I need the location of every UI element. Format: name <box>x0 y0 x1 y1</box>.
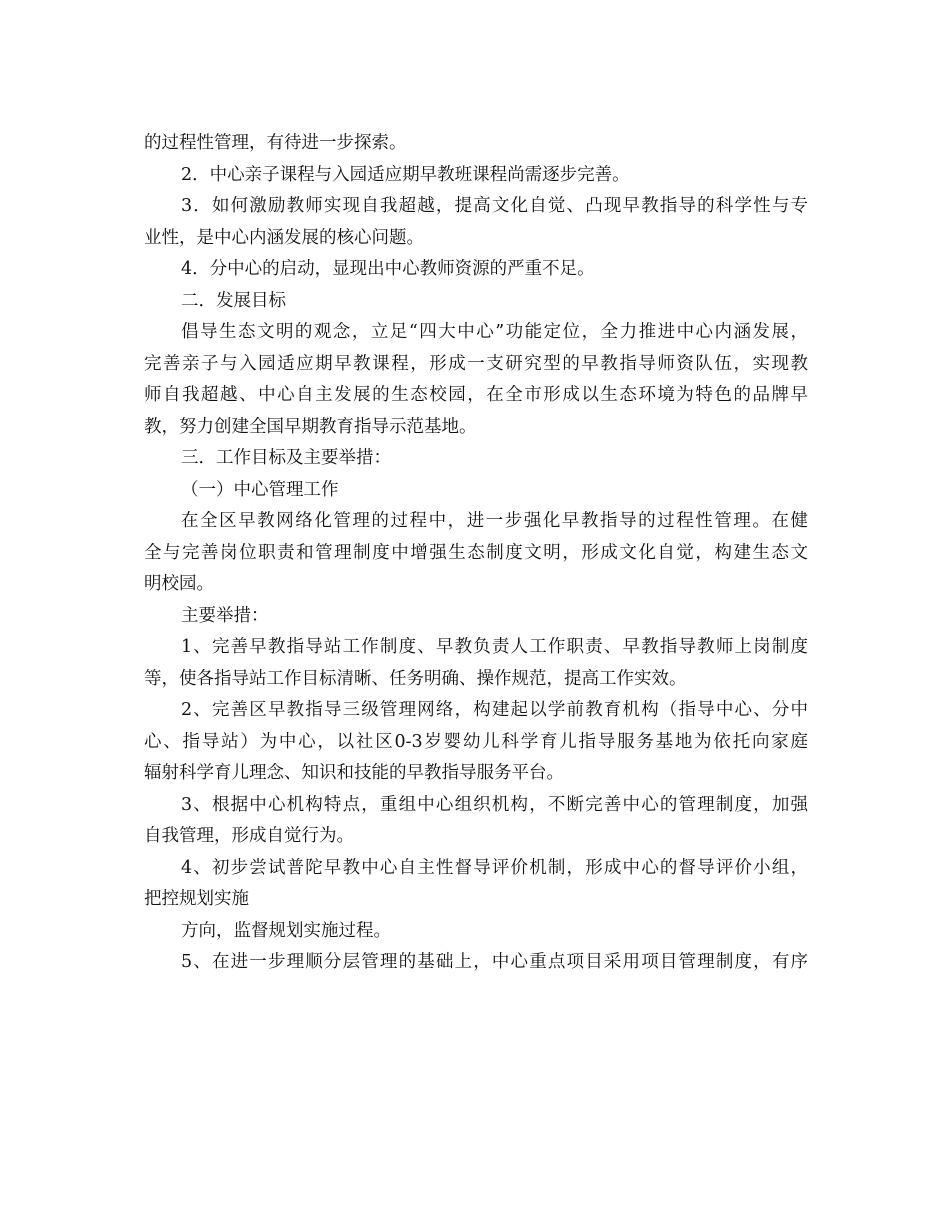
text-line: 4．分中心的启动，显现出中心教师资源的严重不足。 <box>181 259 595 279</box>
text-line: 心、指导站）为中心，以社区0-3岁婴幼儿科学育儿指导服务基地为依托向家庭 <box>144 731 808 752</box>
text-line: 业性，是中心内涵发展的核心问题。 <box>144 227 424 248</box>
section-heading: 二．发展目标 <box>181 290 286 311</box>
text-line: 辐射科学育儿理念、知识和技能的早教指导服务平台。 <box>144 763 564 783</box>
text-line: 全与完善岗位职责和管理制度中增强生态制度文明，形成文化自觉，构建生态文 <box>144 542 808 563</box>
text-line: 把控规划实施 <box>144 889 249 909</box>
text-line: 师自我超越、中心自主发展的生态校园，在全市形成以生态环境为特色的品牌早 <box>144 385 808 405</box>
text-line: 5、在进一步理顺分层管理的基础上，中心重点项目采用项目管理制度，有序 <box>181 952 808 972</box>
text-line: 自我管理，形成自觉行为。 <box>144 826 354 846</box>
text-line: 1、完善早教指导站工作制度、早教负责人工作职责、早教指导教师上岗制度 <box>181 637 808 657</box>
text-line: 3、根据中心机构特点，重组中心组织机构，不断完善中心的管理制度，加强 <box>181 794 808 815</box>
text-line: 教，努力创建全国早期教育指导示范基地。 <box>144 416 477 437</box>
text-line: 4、初步尝试普陀早教中心自主性督导评价机制，形成中心的督导评价小组， <box>181 857 808 878</box>
text-line: 主要举措： <box>181 605 269 626</box>
text-line: 完善亲子与入园适应期早教课程，形成一支研究型的早教指导师资队伍，实现教 <box>144 353 808 374</box>
text-line: 方向，监督规划实施过程。 <box>181 920 391 941</box>
text-line: 明校园。 <box>144 574 214 594</box>
subsection-heading: （一）中心管理工作 <box>181 479 339 500</box>
text-line: 2、完善区早教指导三级管理网络，构建起以学前教育机构（指导中心、分中 <box>181 700 808 720</box>
text-line: 3．如何激励教师实现自我超越，提高文化自觉、凸现早教指导的科学性与专 <box>181 196 808 216</box>
text-line: 等，使各指导站工作目标清晰、任务明确、操作规范，提高工作实效。 <box>144 668 687 689</box>
text-line: 的过程性管理，有待进一步探索。 <box>144 133 407 153</box>
text-line: 2．中心亲子课程与入园适应期早教班课程尚需逐步完善。 <box>181 164 630 185</box>
document-body <box>144 128 808 979</box>
text-line: 倡导生态文明的观念，立足“四大中心”功能定位，全力推进中心内涵发展， <box>181 322 808 342</box>
section-heading: 三．工作目标及主要举措： <box>181 448 391 468</box>
text-line: 在全区早教网络化管理的过程中，进一步强化早教指导的过程性管理。在健 <box>181 511 808 531</box>
